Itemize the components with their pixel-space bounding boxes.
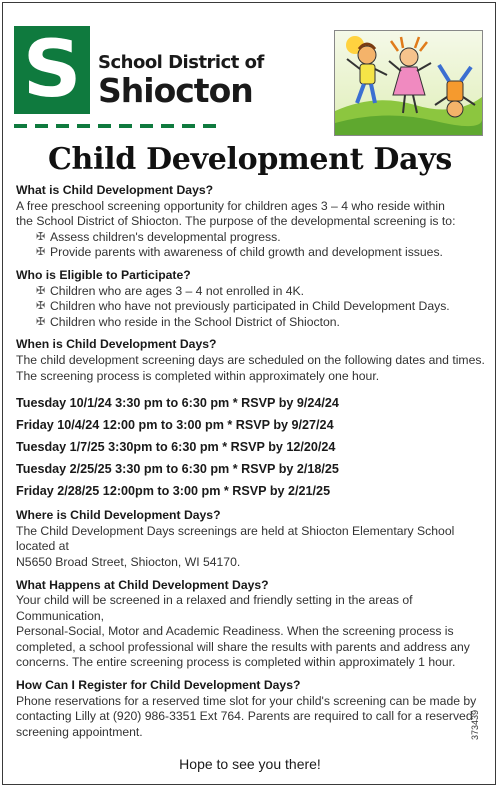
happens-text-1: Your child will be screened in a relaxed and friendly setting in the areas of Communication, <box>16 593 413 623</box>
what-text-2: the School District of Shiocton. The purpose of the developmental screening is to: <box>16 214 456 229</box>
schedule-list <box>16 392 486 502</box>
schedule-row: Tuesday 2/25/25 3:30 pm to 6:30 pm * RSVP by 2/18/25 <box>16 462 339 477</box>
section-who <box>16 268 486 330</box>
heading-register: How Can I Register for Child Development Days? <box>16 678 301 693</box>
happens-text-4: concerns. The entire screening process is completed within approximately 1 hour. <box>16 655 456 670</box>
when-text-1: The child development screening days are scheduled on the following dates and times. <box>16 352 485 367</box>
register-text-3: screening appointment. <box>16 724 143 739</box>
happens-text-3: completed, a school professional will share the results with parents and address any <box>16 639 470 654</box>
page-title: Child Development Days <box>47 142 453 177</box>
register-text-1: Phone reservations for a reserved time slot for your child's screening can be made by <box>16 693 477 708</box>
schedule-row: Friday 2/28/25 12:00pm to 3:00 pm * RSVP by 2/21/25 <box>16 484 331 499</box>
schedule-row: Tuesday 1/7/25 3:30pm to 6:30 pm * RSVP by 12/20/24 <box>16 440 336 455</box>
bullet-item: ✠ Provide parents with awareness of child growth and development issues. <box>16 245 486 261</box>
schedule-row: Tuesday 10/1/24 3:30 pm to 6:30 pm * RSVP by 9/24/24 <box>16 396 339 411</box>
section-happens <box>16 578 486 672</box>
who-bullets <box>16 284 486 331</box>
district-name-line2: Shiocton <box>98 71 253 110</box>
logo-letter: S <box>22 25 82 115</box>
district-logo <box>14 26 90 114</box>
section-where <box>16 508 486 570</box>
green-dash-divider <box>14 124 244 130</box>
bullet-item: ✠ Assess children's developmental progress. <box>16 230 486 246</box>
children-dancing-icon <box>335 31 482 135</box>
heading-happens: What Happens at Child Development Days? <box>16 577 269 592</box>
district-name-line1: School District of <box>98 52 264 73</box>
closing-line: Hope to see you there! <box>179 756 321 772</box>
bullet-item: ✠ Children who have not previously participated in Child Development Days. <box>16 299 486 315</box>
where-text-1: The Child Development Days screenings are held at Shiocton Elementary School located at <box>16 523 455 554</box>
where-text-2: N5650 Broad Street, Shiocton, WI 54170. <box>16 554 241 569</box>
register-text-2: contacting Lilly at (920) 986-3351 Ext 764. Parents are required to call for a reserved <box>16 709 473 724</box>
content <box>16 183 486 747</box>
what-text-1: A free preschool screening opportunity for children ages 3 – 4 who reside within <box>16 198 445 213</box>
heading-who: Who is Eligible to Participate? <box>16 267 191 282</box>
header <box>14 26 484 136</box>
heading-when: When is Child Development Days? <box>16 337 217 352</box>
heading-where: Where is Child Development Days? <box>16 508 221 523</box>
happens-text-2: Personal-Social, Motor and Academic Readiness. When the screening process is <box>16 624 454 639</box>
schedule-row: Friday 10/4/24 12:00 pm to 3:00 pm * RSVP by 9/27/24 <box>16 418 334 433</box>
heading-what: What is Child Development Days? <box>16 183 214 197</box>
ad-id-number: 373439 <box>470 709 480 740</box>
section-what <box>16 183 486 261</box>
bullet-item: ✠ Children who are ages 3 – 4 not enrolled in 4K. <box>16 284 486 300</box>
what-bullets <box>16 230 486 261</box>
children-illustration <box>334 30 483 136</box>
section-register <box>16 678 486 740</box>
bullet-item: ✠ Children who reside in the School District of Shiocton. <box>16 315 486 331</box>
when-text-2: The screening process is completed within approximately one hour. <box>16 368 380 383</box>
section-when <box>16 337 486 384</box>
